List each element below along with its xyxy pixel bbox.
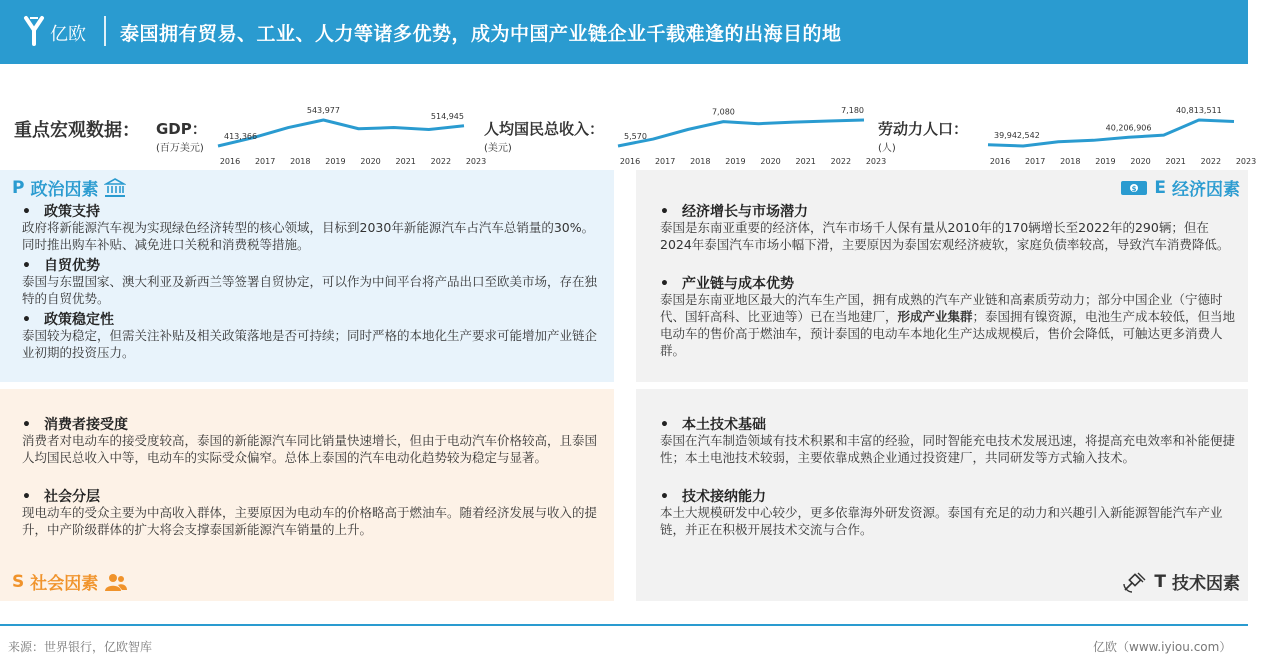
source-note: 来源：世界银行，亿欧智库	[8, 640, 153, 654]
labor-line-chart	[982, 98, 1257, 168]
gni-year-tick: 2021	[795, 157, 816, 166]
government-building-icon	[104, 178, 126, 198]
labor-year-tick: 2019	[1095, 157, 1116, 166]
gni-unit: (美元)	[484, 143, 512, 154]
labor-unit: (人)	[878, 143, 896, 154]
gni-year-tick: 2016	[619, 157, 641, 166]
gdp-data-label: 514,945	[430, 111, 464, 121]
social-factors-panel	[0, 389, 614, 601]
technology-item-2-title: • 技术接纳能力	[660, 489, 766, 505]
gdp-year-tick: 2016	[219, 157, 241, 166]
gni-year-tick: 2018	[690, 157, 711, 166]
gni-year-tick: 2022	[830, 157, 852, 166]
gni-year-tick: 2019	[725, 157, 746, 166]
gdp-data-label: 543,977	[306, 106, 340, 115]
social-item-2-text: 现电动车的受众主要为中高收入群体，主要原因为电动车的价格略高于燃油车。随着经济发展与收入的提升，中产阶级群体的扩大将会支撑泰国新能源汽车销量的上升。	[22, 505, 598, 537]
political-item-3-text: 泰国较为稳定，但需关注补贴及相关政策落地是否可持续；同时严格的本地化生产要求可能增加产业链企业初期的投资压力。	[22, 328, 598, 360]
labor-year-tick: 2018	[1060, 157, 1081, 166]
labor-year-tick: 2022	[1200, 157, 1222, 166]
technology-letter: T	[1154, 571, 1166, 592]
social-item-2-title: • 社会分层	[22, 489, 100, 505]
technology-item-1-title: • 本土技术基础	[660, 417, 766, 433]
technology-title-text: 技术因素	[1172, 574, 1240, 594]
gni-year-tick: 2020	[760, 157, 781, 166]
social-title	[12, 569, 128, 594]
economic-item-1-text: 泰国是东南亚重要的经济体，汽车市场千人保有量从2010年的170辆增长至2022年的290辆；但在2024年泰国汽车市场小幅下滑，主要原因为泰国宏观经济疲软，家庭负债率较高，导致汽车消费降低。	[660, 220, 1230, 252]
political-item-1-title: • 政策支持	[22, 204, 100, 220]
gdp-line-chart	[212, 98, 487, 168]
gni-year-tick: 2017	[654, 157, 676, 166]
gni-data-label: 7,180	[841, 106, 864, 115]
social-title-text: 社会因素	[30, 574, 99, 594]
logo-text: 亿欧	[50, 24, 86, 45]
social-item-1-text: 消费者对电动车的接受度较高，泰国的新能源汽车同比销量快速增长，但由于电动汽车价格较高，且泰国人均国民总收入中等，电动车的实际受众偏窄。总体上泰国的汽车电动化趋势较为稳定与显著。	[22, 433, 598, 465]
gdp-year-tick: 2023	[465, 157, 487, 166]
political-title	[12, 175, 126, 200]
header-bar	[0, 0, 1248, 64]
economic-factors-panel	[636, 170, 1248, 382]
political-title-text: 政治因素	[30, 180, 99, 200]
political-factors-panel	[0, 170, 614, 382]
svg-text:$: $	[1131, 184, 1137, 193]
gni-data-label: 5,570	[624, 132, 647, 141]
economic-item-2-text: 泰国是东南亚地区最大的汽车生产国，拥有成熟的汽车产业链和高素质劳动力；部分中国企业（宁德时代、国轩高科、比亚迪等）已在当地建厂，形成产业集群；泰国拥有镍资源，电池生产成本较低，但当地电动车的售价高于燃油车，预计泰国的电动车本地化生产达成规模后，售价会降低，可触达更多消费人群。	[660, 292, 1236, 358]
labor-data-label: 40,206,906	[1105, 123, 1152, 133]
economic-title-text: 经济因素	[1172, 180, 1240, 200]
gni-data-label: 7,080	[711, 107, 735, 117]
gdp-year-tick: 2017	[254, 157, 276, 166]
economic-item-2-title: • 产业链与成本优势	[660, 276, 794, 292]
technology-factors-panel	[636, 389, 1248, 601]
money-cash-icon	[1120, 179, 1148, 197]
technology-item-2-text: 本土大规模研发中心较少，更多依靠海外研发资源。泰国有充足的动力和兴趣引入新能源智能汽车产业链，并正在积极开展技术交流与合作。	[660, 505, 1223, 537]
header-divider	[104, 16, 106, 46]
technology-item-1-text: 泰国在汽车制造领域有技术积累和丰富的经验，同时智能充电技术发展迅速，将提高充电效率和补能便捷性；本土电池技术较弱，主要依靠成熟企业通过投资建厂，共同研发等方式输入技术。	[660, 433, 1236, 465]
political-item-2-text: 泰国与东盟国家、澳大利亚及新西兰等签署自贸协定，可以作为中间平台将产品出口至欧美市场，存在独特的自贸优势。	[22, 274, 598, 306]
gdp-data-label: 413,366	[224, 132, 258, 141]
page-title: 泰国拥有贸易、工业、人力等诸多优势，成为中国产业链企业千载难逢的出海目的地	[120, 23, 842, 45]
economic-title	[1120, 175, 1240, 200]
political-item-3-title: • 政策稳定性	[22, 312, 114, 328]
social-item-1-title: • 消费者接受度	[22, 417, 128, 433]
footer-divider	[0, 624, 1248, 626]
political-item-1-text: 政府将新能源汽车视为实现绿色经济转型的核心领域，目标到2030年新能源汽车占汽车总销量的30%。同时推出购车补贴、减免进口关税和消费税等措施。	[22, 220, 595, 252]
gdp-year-tick: 2018	[290, 157, 311, 166]
gni-label: 人均国民总收入：	[484, 120, 605, 138]
labor-data-label: 39,942,542	[994, 130, 1040, 140]
technology-title	[1122, 569, 1240, 594]
labor-year-tick: 2017	[1024, 157, 1046, 166]
gni-year-tick: 2023	[865, 157, 887, 166]
site-credit: 亿欧（www.iyiou.com）	[1093, 640, 1232, 654]
gdp-year-tick: 2021	[395, 157, 416, 166]
labor-label: 劳动力人口：	[878, 120, 969, 138]
gni-line-chart	[612, 98, 887, 168]
labor-year-tick: 2016	[989, 157, 1011, 166]
gni-series-line	[618, 120, 864, 146]
labor-year-tick: 2020	[1130, 157, 1151, 166]
gdp-year-tick: 2019	[325, 157, 346, 166]
political-item-2-title: • 自贸优势	[22, 258, 100, 274]
political-letter: P	[12, 177, 25, 198]
gdp-label: GDP：	[156, 120, 207, 138]
labor-year-tick: 2023	[1235, 157, 1257, 166]
economic-item-1-title: • 经济增长与市场潜力	[660, 204, 808, 220]
economic-letter: E	[1154, 177, 1166, 198]
social-letter: S	[12, 571, 25, 592]
labor-year-tick: 2021	[1165, 157, 1186, 166]
labor-data-label: 40,813,511	[1175, 106, 1222, 115]
satellite-tech-icon	[1122, 571, 1148, 593]
gdp-year-tick: 2020	[360, 157, 381, 166]
macro-data-label: 重点宏观数据：	[14, 120, 140, 141]
gdp-year-tick: 2022	[430, 157, 452, 166]
gdp-unit: (百万美元)	[156, 143, 204, 154]
people-group-icon	[104, 572, 128, 592]
